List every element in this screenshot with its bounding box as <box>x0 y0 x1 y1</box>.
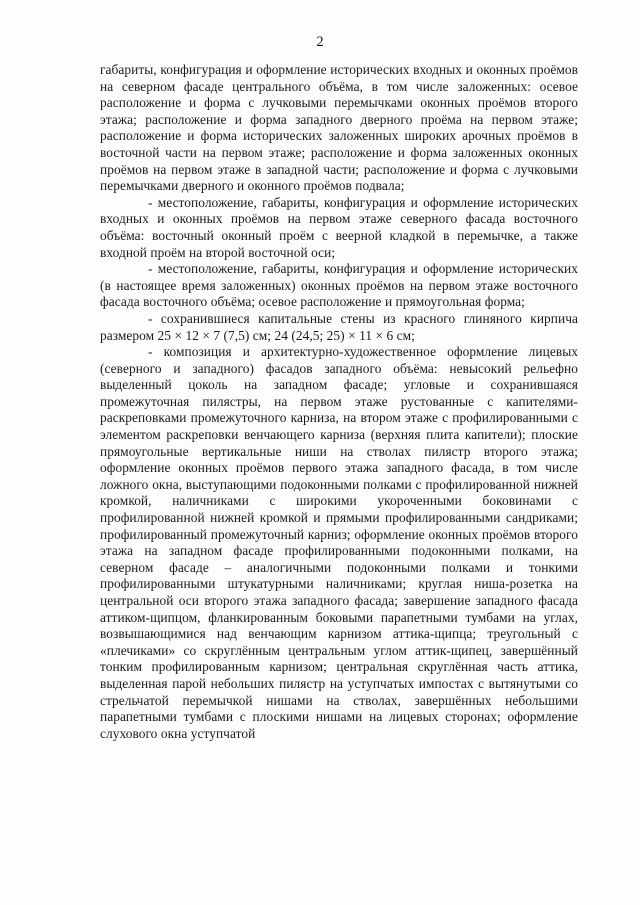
page-number: 2 <box>316 34 324 50</box>
document-body <box>100 62 578 742</box>
paragraph-continuation: габариты, конфигурация и оформление исторических входных и оконных проёмов на северном фасаде центрального объёма, в том числе заложенных: осевое расположение и форма с лучковыми перемычками оконных проёмов второго этажа; расположение и форма западного дверного проёма на первом этаже; расположение и форма исторических заложенных широких арочных проёмов в восточной части на первом этаже; расположение и форма заложенных оконных проёмов на первом этаже в западной части; расположение и форма с лучковыми перемычками дверного и оконного проёмов подвала; <box>100 62 578 194</box>
list-item-window-openings-east-facade: - местоположение, габариты, конфигурация и оформление исторических (в настоящее время заложенных) оконных проёмов на первом этаже восточного фасада восточного объёма; осевое расположение и прямоугольная форма; <box>100 261 578 310</box>
list-item-facade-composition: - композиция и архитектурно-художественное оформление лицевых (северного и западного) фасадов западного объёма: невысокий рельефно выделенный цоколь на западном фасаде; угловые и сохранившаяся промежуточная пилястры, на первом этаже рустованные с капителями-раскреповками промежуточного карниза, на втором этаже с профилированными с элементом раскреповки венчающего карниза (верхняя плита капители); плоские прямоугольные вертикальные ниши на стволах пилястр второго этажа; оформление оконных проёмов первого этажа западного фасада, в том числе ложного окна, выступающими подоконными полками с профилированной нижней кромкой, наличниками с широкими укороченными боковинами с профилированной нижней кромкой и прямыми профилированными сандриками; профилированный промежуточный карниз; оформление оконных проёмов второго этажа на западном фасаде профилированными подоконными полками, на северном фасаде – аналогичными подоконными полками и тонкими профилированными штукатурными наличниками; круглая ниша-розетка на центральной оси второго этажа западного фасада; завершение западного фасада аттиком-щипцом, фланкированным боковыми парапетными тумбами на углах, возвышающимися над венчающим карнизом аттика-щипца; треугольный с «плечиками» со скруглённым центральным углом аттик-щипец, завершённый тонким профилированным карнизом; центральная скруглённая часть аттика, выделенная парой небольших пилястр на уступчатых импостах с вытянутыми со стрельчатой перемычкой нишами на стволах, завершённых небольшими парапетными тумбами с плоскими нишами на лицевых сторонах; оформление слухового окна уступчатой <box>100 344 578 741</box>
list-item-capital-walls: - сохранившиеся капитальные стены из красного глиняного кирпича размером 25 × 12 × 7 (7,5) см; 24 (24,5; 25) × 11 × 6 см; <box>100 310 578 343</box>
list-item-entrance-openings-east: - местоположение, габариты, конфигурация и оформление исторических входных и оконных проёмов на первом этаже северного фасада восточного объёма: восточный оконный проём с веерной кладкой в перемычке, а также входной проём на второй восточной оси; <box>100 194 578 260</box>
